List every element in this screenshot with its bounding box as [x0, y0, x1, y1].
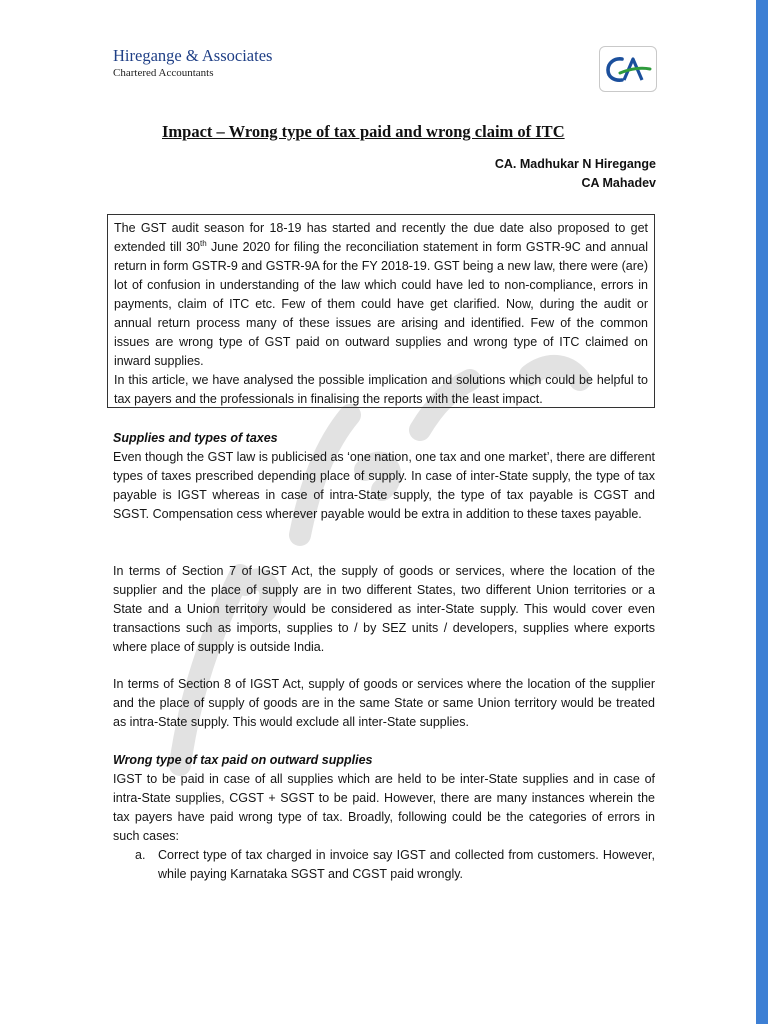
- body-paragraph: In terms of Section 8 of IGST Act, supply of goods or services where the location of the supplier and the place of supply of goods are in the same State or same Union territory would be treated as intra-State supply. This would exclude all inter-State supplies.: [113, 677, 655, 729]
- list-item-text: Correct type of tax charged in invoice say IGST and collected from customers. However, while paying Karnataka SGST and CGST paid wrongly.: [158, 848, 655, 881]
- intro-paragraph: In this article, we have analysed the possible implication and solutions which could be helpful to tax payers and the professionals in finalising the reports with the least impact.: [114, 373, 648, 406]
- author-name: CA. Madhukar N Hiregange: [494, 157, 656, 171]
- ca-logo: [599, 46, 657, 92]
- firm-name: Hiregange & Associates: [113, 46, 273, 65]
- body-paragraph: IGST to be paid in case of all supplies which are held to be inter-State supplies and in case of intra-State supplies, CGST + SGST to be paid. However, there are many instances wherein the tax payers have paid wrong type of tax. Broadly, following could be the categories of errors in such cases:: [113, 772, 655, 843]
- intro-box: [107, 214, 655, 408]
- section-supplies-para-3: [113, 675, 655, 732]
- body-paragraph: In terms of Section 7 of IGST Act, the supply of goods or services, where the location of the supplier and the place of supply are in two different States, two different Union territories or a State and a Union territory would be considered as inter-State supply. This would cover even transactions such as imports, supplies to / by SEZ units / developers, supplies where exports where place of supply is outside India.: [113, 564, 655, 654]
- article-title: Impact – Wrong type of tax paid and wrong claim of ITC: [162, 122, 565, 141]
- section-wrong-tax: [113, 751, 655, 846]
- firm-subtitle: Chartered Accountants: [113, 67, 214, 79]
- section-heading: Wrong type of tax paid on outward supplies: [113, 753, 373, 767]
- section-heading: Supplies and types of taxes: [113, 431, 278, 445]
- intro-paragraph: The GST audit season for 18-19 has started and recently the due date also proposed to get extended till 30th June 2020 for filing the reconciliation statement in form GSTR-9C and annual return in form GSTR-9 and GSTR-9A for the FY 2018-19. GST being a new law, there were (are) lot of confusion in understanding of the law which could have led to non-compliance, errors in payments, claim of ITC etc. Few of them could have get clarified. Now, during the audit or annual return process many of these issues are arising and identified. Few of the common issues are wrong type of GST paid on outward supplies and wrong type of ITC claimed on inward supplies.: [114, 221, 648, 368]
- ca-logo-icon: [600, 47, 656, 91]
- list-item: [135, 846, 655, 884]
- author-name: CA Mahadev: [581, 176, 656, 190]
- error-category-list: [135, 846, 655, 884]
- section-supplies: [113, 429, 655, 524]
- body-paragraph: Even though the GST law is publicised as ‘one nation, one tax and one market’, there are different types of taxes prescribed depending place of supply. In case of inter-State supply, the type of tax payable is IGST whereas in case of intra-State supply, the type of tax payable is CGST and SGST. Compensation cess wherever payable would be extra in addition to these taxes payable.: [113, 450, 655, 521]
- list-marker: a.: [135, 848, 146, 862]
- section-supplies-para-2: [113, 562, 655, 657]
- page-accent-bar: [756, 0, 768, 1024]
